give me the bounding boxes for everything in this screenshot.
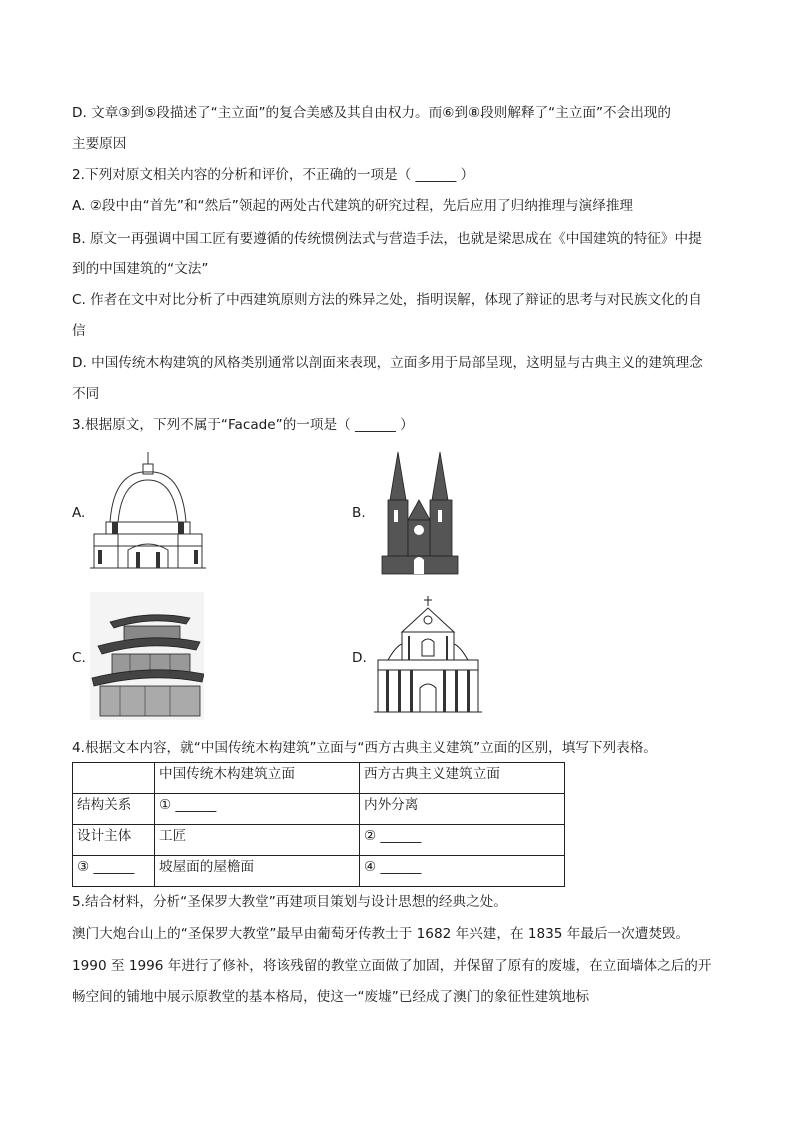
table-cell: 中国传统木构建筑立面: [155, 763, 360, 794]
q2-option-c-line1: C. 作者在文中对比分析了中西建筑原则方法的殊异之处，指明误解，体现了辩证的思考与对民族文化的自: [72, 292, 702, 308]
baroque-church-facade-image: [372, 594, 484, 716]
q3-stem: 3.根据原文，下列不属于“Facade”的一项是（ ______ ）: [72, 417, 414, 433]
answer-blank-3[interactable]: ③ ______: [73, 856, 155, 887]
q2-option-b-line1: B. 原文一再强调中国工匠有要遵循的传统惯例法式与营造手法，也就是梁思成在《中国建筑的特征》中提: [72, 231, 702, 247]
q5-material-line2: 1990 至 1996 年进行了修补，将该残留的教堂立面做了加固，并保留了原有的废墟，在立面墙体之后的开: [72, 958, 712, 974]
q2-option-d-line1: D. 中国传统木构建筑的风格类别通常以剖面来表现，立面多用于局部呈现，这明显与古典主义的建筑理念: [72, 355, 703, 371]
q3-option-c-label: C.: [72, 650, 86, 666]
table-row: [73, 856, 565, 887]
table-cell: 内外分离: [360, 794, 565, 825]
q3-option-a-label: A.: [72, 505, 86, 521]
table-row: [73, 794, 565, 825]
q3-option-d-label: D.: [352, 650, 367, 666]
q5-stem: 5.结合材料，分析“圣保罗大教堂”再建项目策划与设计思想的经典之处。: [72, 894, 507, 910]
table-cell: 工匠: [155, 825, 360, 856]
table-cell: 设计主体: [73, 825, 155, 856]
q2-option-c-line2: 信: [72, 323, 86, 339]
q3-option-b-label: B.: [352, 505, 366, 521]
answer-blank-2[interactable]: ② ______: [360, 825, 565, 856]
q1-option-d-line1: D. 文章③到⑤段描述了“主立面”的复合美感及其自由权力。而⑥到⑧段则解释了“主立面”不会出现的: [72, 105, 671, 121]
gothic-twin-spire-church-image: [378, 450, 462, 576]
dome-cathedral-section-image: [88, 450, 208, 574]
q2-option-b-line2: 到的中国建筑的“文法”: [72, 261, 209, 277]
table-row: [73, 763, 565, 794]
table-cell: 坡屋面的屋檐面: [155, 856, 360, 887]
table-cell: 西方古典主义建筑立面: [360, 763, 565, 794]
q4-stem: 4.根据文本内容，就“中国传统木构建筑”立面与“西方古典主义建筑”立面的区别，填写下列表格。: [72, 740, 657, 756]
table-cell: 结构关系: [73, 794, 155, 825]
answer-blank-1[interactable]: ① ______: [155, 794, 360, 825]
answer-blank-4[interactable]: ④ ______: [360, 856, 565, 887]
q2-option-d-line2: 不同: [72, 386, 100, 402]
q2-option-a: A. ②段中由“首先”和“然后”领起的两处古代建筑的研究过程，先后应用了归纳推理与演绎推理: [72, 198, 634, 214]
table-row: [73, 825, 565, 856]
chinese-pagoda-pavilion-image: [90, 592, 204, 720]
comparison-table: [72, 762, 565, 887]
q5-material-line3: 畅空间的铺地中展示原教堂的基本格局，使这一“废墟”已经成了澳门的象征性建筑地标: [72, 989, 590, 1005]
q2-stem: 2.下列对原文相关内容的分析和评价，不正确的一项是（ ______ ）: [72, 167, 475, 183]
q1-option-d-line2: 主要原因: [72, 136, 127, 152]
q5-material-line1: 澳门大炮台山上的“圣保罗大教堂”最早由葡萄牙传教士于 1682 年兴建，在 1835 年最后一次遭焚毁。: [72, 926, 690, 942]
table-cell: [73, 763, 155, 794]
